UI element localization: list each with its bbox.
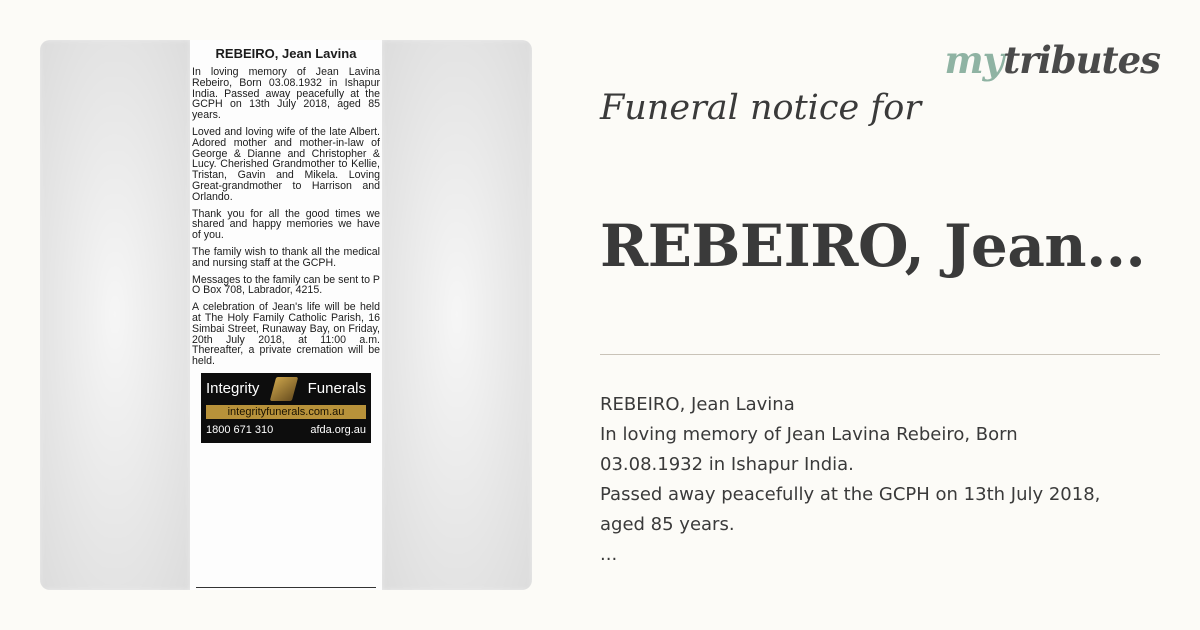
notice-paragraph: Messages to the family can be sent to P O Box 708, Labrador, 4215.: [192, 273, 380, 297]
notice-paragraph: A celebration of Jean's life will be held at The Holy Family Catholic Parish, 16 Simbai Street, Runaway Bay, on Friday, 20th July 2018, at 11:00 a.m. Thereafter, a private cremation will be held.: [192, 301, 380, 368]
notice-title: REBEIRO, Jean Lavina: [215, 46, 357, 61]
excerpt-line: Passed away peacefully at the GCPH on 13th July 2018,: [600, 484, 1101, 505]
newspaper-clipping: [190, 40, 382, 590]
ad-word-funerals: Funerals: [307, 380, 366, 398]
blurred-background-right: [382, 40, 532, 590]
ad-word-integrity: Integrity: [206, 380, 260, 398]
deceased-name: REBEIRO, Jean...: [600, 212, 1146, 280]
excerpt-ellipsis: ...: [600, 544, 618, 565]
ad-phone: 1800 671 310: [206, 423, 274, 436]
divider: [600, 354, 1160, 355]
blurred-background-left: [40, 40, 190, 590]
page-subtitle: Funeral notice for: [600, 88, 922, 128]
notice-paragraph: The family wish to thank all the medical and nursing staff at the GCPH.: [192, 245, 380, 269]
ad-site: afda.org.au: [310, 423, 366, 436]
notice-paragraph: Loved and loving wife of the late Albert. Adored mother and mother-in-law of George & Dianne and Christopher & Lucy. Cherished Grandmother to Kellie, Tristan, Gavin and Mikela. Loving Great-grandmother to Harrison and Orlando.: [192, 125, 380, 203]
excerpt-line: In loving memory of Jean Lavina Rebeiro, Born: [600, 424, 1018, 445]
excerpt-line: 03.08.1932 in Ishapur India.: [600, 454, 854, 475]
notice-excerpt: [600, 390, 1160, 570]
funeral-home-ad: [201, 373, 371, 443]
notice-image: [40, 40, 532, 590]
excerpt-line: aged 85 years.: [600, 514, 735, 535]
mytributes-logo: [944, 38, 1160, 82]
brand-my: my: [944, 38, 1004, 82]
clipping-bottom-rule: [196, 587, 376, 588]
notice-paragraph: In loving memory of Jean Lavina Rebeiro, Born 03.08.1932 in Ishapur India. Passed away peacefully at the GCPH on 13th July 2018, aged 85 years.: [192, 66, 380, 122]
notice-paragraph: Thank you for all the good times we shared and happy memories we have of you.: [192, 207, 380, 242]
brand-tributes: tributes: [1003, 38, 1160, 82]
excerpt-line: REBEIRO, Jean Lavina: [600, 394, 795, 415]
ad-url: integrityfunerals.com.au: [206, 405, 366, 419]
funeral-home-logo-icon: [269, 377, 297, 401]
